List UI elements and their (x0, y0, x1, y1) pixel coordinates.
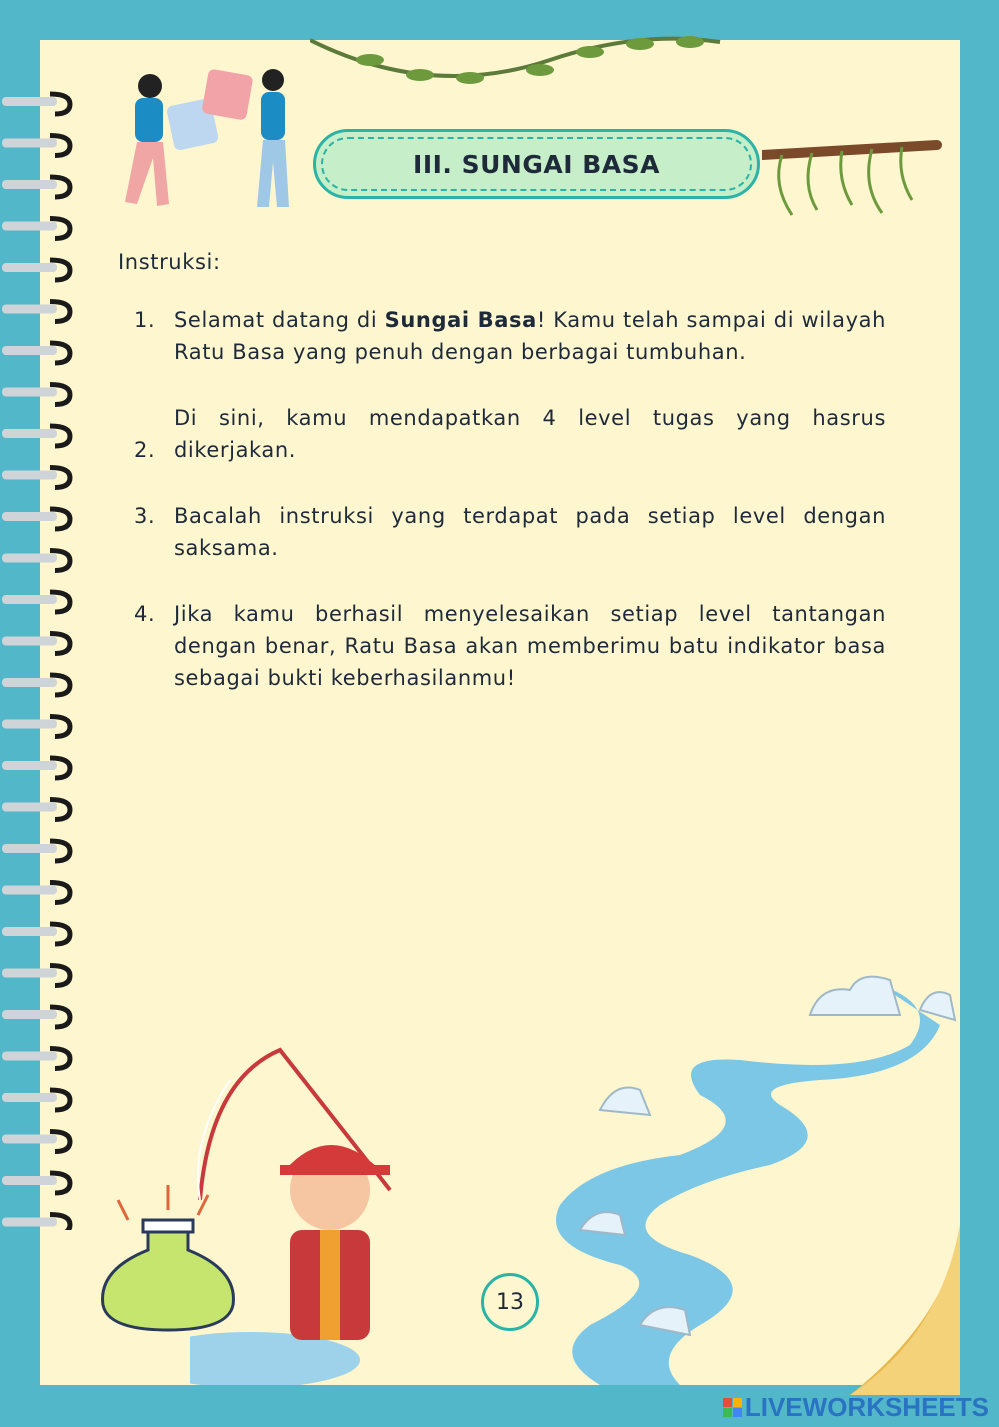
spiral-ring (2, 305, 57, 314)
instructions-list (134, 304, 886, 728)
flask-illustration (88, 1180, 248, 1340)
spiral-ring (2, 222, 57, 231)
spiral-ring (2, 554, 57, 563)
spiral-ring (2, 1093, 57, 1102)
spiral-ring (2, 429, 57, 438)
liveworksheets-mark-icon (723, 1398, 742, 1417)
spiral-ring (2, 637, 57, 646)
branch-decoration (762, 125, 942, 225)
spiral-ring (2, 844, 57, 853)
watermark-text: LIVEWORKSHEETS (744, 1392, 989, 1422)
spiral-ring (2, 512, 57, 521)
spiral-ring (2, 886, 57, 895)
item-text: Di sini, kamu mendapatkan 4 level tugas yang hasrus dikerjakan. (174, 406, 886, 462)
spiral-ring (2, 1218, 57, 1227)
instructions-label: Instruksi: (118, 250, 221, 274)
spiral-ring (2, 180, 57, 189)
list-item (134, 402, 886, 466)
puzzle-people-illustration (95, 62, 305, 222)
section-title-banner (313, 129, 760, 199)
spiral-ring (2, 969, 57, 978)
spiral-ring (2, 388, 57, 397)
spiral-ring (2, 720, 57, 729)
spiral-ring (2, 803, 57, 812)
item-number: 2. (134, 438, 156, 462)
spiral-ring (2, 927, 57, 936)
item-number: 3. (134, 504, 156, 528)
spiral-binding (0, 80, 80, 1230)
spiral-ring (2, 1176, 57, 1185)
item-number: 1. (134, 308, 156, 332)
vine-decoration-top (310, 30, 730, 110)
item-number: 4. (134, 602, 156, 626)
item-text: Bacalah instruksi yang terdapat pada setiap level dengan saksama. (174, 504, 886, 560)
liveworksheets-logo (723, 1392, 989, 1423)
list-item (134, 598, 886, 694)
bold-place-name: Sungai Basa (384, 308, 537, 332)
spiral-ring (2, 761, 57, 770)
list-item (134, 304, 886, 368)
spiral-ring (2, 678, 57, 687)
spiral-ring (2, 263, 57, 272)
item-text: Jika kamu berhasil menyelesaikan setiap level tantangan dengan benar, Ratu Basa akan memberimu batu indikator basa sebagai bukti keberhasilanmu! (174, 602, 886, 690)
spiral-ring (2, 471, 57, 480)
list-item (134, 500, 886, 564)
spiral-ring (2, 1052, 57, 1061)
page-number: 13 (481, 1273, 539, 1331)
section-title: III. SUNGAI BASA (413, 149, 660, 179)
spiral-ring (2, 97, 57, 106)
spiral-ring (2, 346, 57, 355)
spiral-ring (2, 1010, 57, 1019)
spiral-ring (2, 139, 57, 148)
spiral-ring (2, 595, 57, 604)
item-text: Selamat datang di Sungai Basa! Kamu telah sampai di wilayah Ratu Basa yang penuh dengan berbagai tumbuhan. (174, 308, 886, 364)
spiral-ring (2, 1135, 57, 1144)
